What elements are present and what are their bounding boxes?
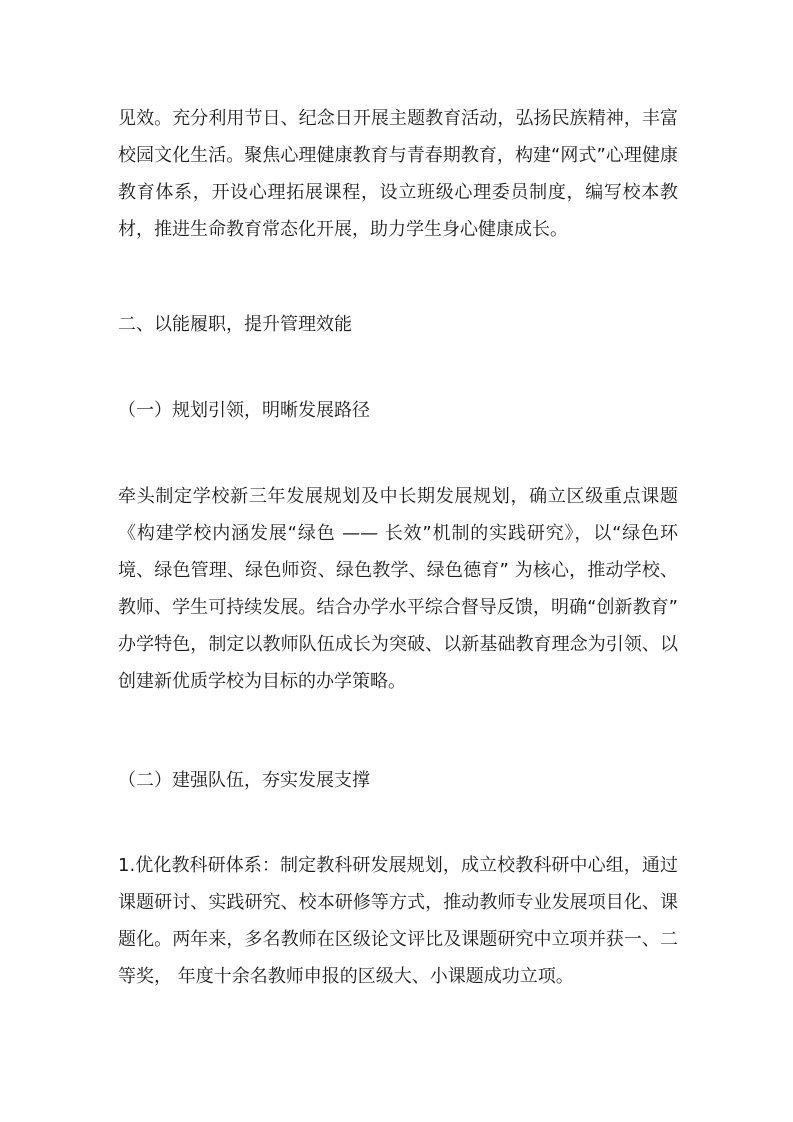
paragraph-research-system: 1.优化教科研体系：制定教科研发展规划，成立校教科研中心组，通过课题研讨、实践研究、校本研修等方式，推动教师专业发展项目化、课题化。两年来，多名教师在区级论文评比及课题研究中立项并获一、二等奖， 年度十余名教师申报的区级大、小课题成功立项。 xyxy=(118,855,678,987)
paragraph-development-planning: 牵头制定学校新三年发展规划及中长期发展规划，确立区级重点课题《构建学校内涵发展“绿色 —— 长效”机制的实践研究》，以“绿色环境、绿色管理、绿色师资、绿色教学、绿色德育” 为核心，推动学校、教师、学生可持续发展。结合办学水平综合督导反馈，明确“创新教育” 办学特色，制定以教师队伍成长为突破、以新基础教育理念为引领、以创建新优质学校为目标的办学策略。 xyxy=(118,486,678,692)
subsection-heading-team-building: （二）建强队伍，夯实发展支撑 xyxy=(118,770,370,791)
section-heading-management: 二、以能履职，提升管理效能 xyxy=(118,314,352,335)
paragraph-moral-education-continued: 见效。充分利用节日、纪念日开展主题教育活动，弘扬民族精神，丰富校园文化生活。聚焦心理健康教育与青春期教育，构建“网式”心理健康教育体系，开设心理拓展课程，设立班级心理委员制度，编写校本教材，推进生命教育常态化开展，助力学生身心健康成长。 xyxy=(118,108,678,240)
subsection-heading-planning: （一）规划引领，明晰发展路径 xyxy=(118,400,370,421)
